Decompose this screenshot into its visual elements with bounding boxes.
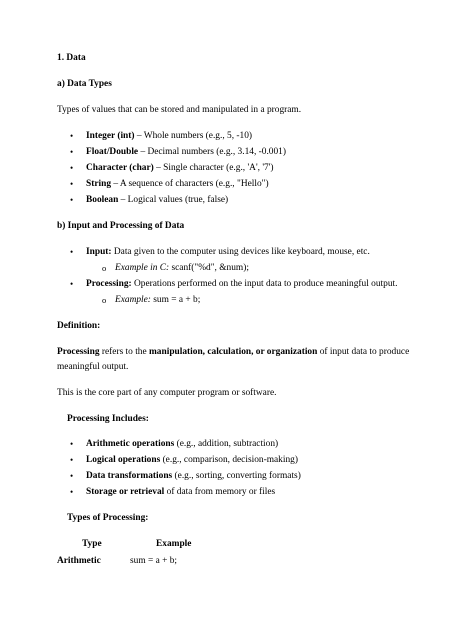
list-item-desc: – Whole numbers (e.g., 5, -10) (134, 131, 253, 141)
definition-paragraph (57, 347, 409, 359)
list-item-desc: – Single character (e.g., 'A', '7') (153, 163, 274, 173)
table-header-example: Example (156, 539, 192, 549)
bullet-icon: • (70, 439, 74, 449)
bullet-icon: • (70, 247, 74, 257)
list-item (86, 131, 252, 143)
intro-paragraph: Types of values that can be stored and manipulated in a program. (57, 105, 302, 115)
bullet-icon: • (70, 195, 74, 205)
list-item-input (86, 247, 370, 259)
table-cell-example: sum = a + b; (130, 556, 178, 566)
definition-text: of input data to produce (317, 347, 410, 357)
list-item-desc: – A sequence of characters (e.g., "Hello") (111, 179, 269, 189)
processing-desc: Operations performed on the input data to produce meaningful output. (131, 279, 398, 289)
list-item (86, 163, 274, 175)
list-item-term: Integer (int) (86, 131, 135, 141)
input-term: Input: (86, 247, 112, 257)
includes-heading: Processing Includes: (67, 414, 149, 424)
list-item-desc: (e.g., comparison, decision-making) (160, 455, 298, 465)
list-item (86, 487, 275, 499)
circle-bullet-icon: o (102, 263, 107, 273)
core-paragraph: This is the core part of any computer program or software. (57, 388, 277, 398)
circle-bullet-icon: o (102, 295, 107, 305)
example-label: Example in C: (115, 263, 170, 273)
list-item (86, 195, 228, 207)
list-item-desc: – Decimal numbers (e.g., 3.14, -0.001) (138, 147, 286, 157)
subheading-input-processing: b) Input and Processing of Data (57, 221, 185, 231)
definition-emphasis: manipulation, calculation, or organization (149, 347, 318, 357)
list-item (86, 439, 278, 451)
bullet-icon: • (70, 131, 74, 141)
table-header-type: Type (82, 539, 102, 549)
bullet-icon: • (70, 487, 74, 497)
list-item-term: Storage or retrieval (86, 487, 165, 497)
example-code: sum = a + b; (150, 295, 201, 305)
list-item-desc: (e.g., sorting, converting formats) (172, 471, 301, 481)
input-example (115, 263, 249, 275)
list-item-term: Boolean (86, 195, 119, 205)
list-item-term: String (86, 179, 112, 189)
list-item (86, 455, 298, 467)
list-item-processing (86, 279, 397, 291)
list-item-term: Data transformations (86, 471, 173, 481)
bullet-icon: • (70, 471, 74, 481)
bullet-icon: • (70, 279, 74, 289)
bullet-icon: • (70, 163, 74, 173)
list-item (86, 147, 286, 159)
bullet-icon: • (70, 147, 74, 157)
bullet-icon: • (70, 455, 74, 465)
section-heading: 1. Data (57, 53, 86, 63)
list-item (86, 471, 301, 483)
table-cell-type: Arithmetic (57, 556, 101, 566)
list-item (86, 179, 269, 191)
list-item-term: Character (char) (86, 163, 154, 173)
example-label: Example: (115, 295, 151, 305)
list-item-term: Arithmetic operations (86, 439, 175, 449)
example-code: scanf("%d", &num); (169, 263, 249, 273)
bullet-icon: • (70, 179, 74, 189)
processing-term: Processing: (86, 279, 132, 289)
definition-heading: Definition: (57, 321, 101, 331)
list-item-term: Logical operations (86, 455, 161, 465)
subheading-data-types: a) Data Types (57, 79, 112, 89)
list-item-desc: (e.g., addition, subtraction) (174, 439, 279, 449)
definition-text: refers to the (99, 347, 149, 357)
definition-term: Processing (57, 347, 100, 357)
types-heading: Types of Processing: (67, 513, 149, 523)
list-item-desc: – Logical values (true, false) (118, 195, 229, 205)
list-item-desc: of data from memory or files (164, 487, 276, 497)
processing-example (115, 295, 200, 307)
definition-paragraph-line2: meaningful output. (57, 362, 129, 372)
input-desc: Data given to the computer using devices like keyboard, mouse, etc. (111, 247, 370, 257)
list-item-term: Float/Double (86, 147, 139, 157)
